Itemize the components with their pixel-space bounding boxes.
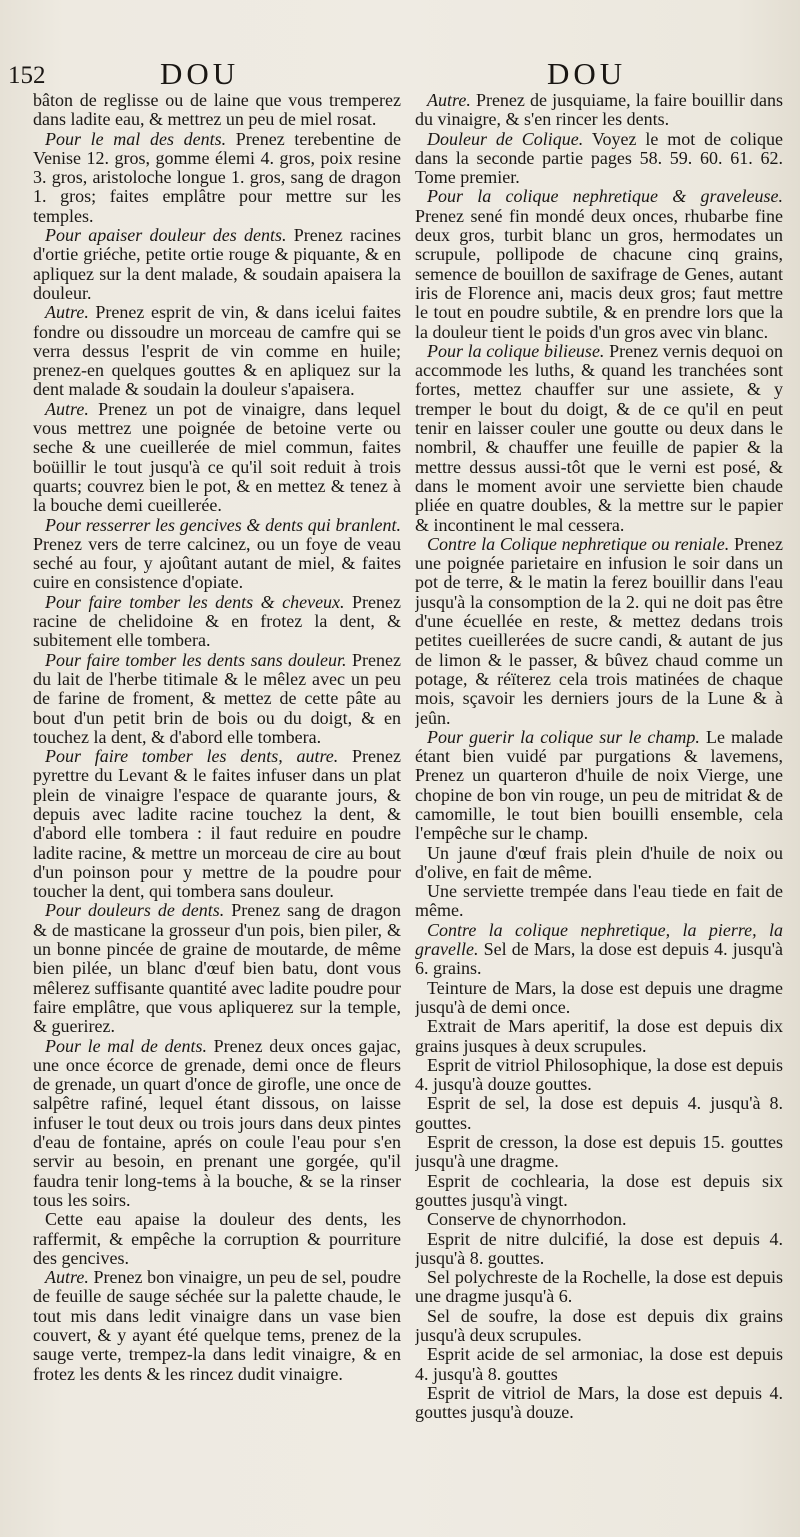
paragraph — [415, 882, 783, 921]
paragraph — [415, 187, 783, 341]
paragraph-text: Sel de soufre, la dose est depuis dix grains jusqu'à deux scrupules. — [415, 1305, 783, 1345]
paragraph — [33, 400, 401, 516]
paragraph — [33, 91, 401, 130]
paragraph-text: Esprit de sel, la dose est depuis 4. jusqu'à 8. gouttes. — [415, 1093, 783, 1133]
paragraph — [415, 979, 783, 1018]
paragraph-text: Un jaune d'œuf frais plein d'huile de noix ou d'olive, en fait de même. — [415, 842, 783, 882]
paragraph-text: Esprit de nitre dulcifié, la dose est depuis 4. jusqu'à 8. gouttes. — [415, 1228, 783, 1268]
paragraph-text: Prenez un pot de vinaigre, dans lequel vous mettrez une poignée de betoine verte ou seche & une cueillerée de miel commun, faites boüillir le tout jusqu'à ce qu'il soit reduit à trois quarts; couvrez bien le pot, & en mettez & tenez à la bouche demi cueillerée. — [33, 398, 401, 516]
running-head-right: DOU — [547, 56, 627, 91]
paragraph-heading: Pour douleurs de dents. — [45, 900, 225, 921]
paragraph — [33, 1210, 401, 1268]
paragraph — [33, 651, 401, 747]
paragraph — [415, 1345, 783, 1384]
paragraph — [415, 1094, 783, 1133]
paragraph — [415, 1172, 783, 1211]
paragraph-text: Prenez deux onces gajac, une once écorce de grenade, demi once de fleurs de grenade, un quart d'once de girofle, une once de salpêtre rafiné, lequel étant dissous, on laisse infuser le tout deux ou trois jours dans deux pintes d'eau de fontaine, aprés on coule l'eau pour s'en servir au besoin, en prenant une gorgée, qu'il faudra tenir long-tems à la bouche, & se la rinser tous les soirs. — [33, 1035, 401, 1210]
paragraph-text: Sel de Mars, la dose est depuis 4. jusqu'à 6. grains. — [415, 939, 783, 979]
paragraph — [415, 535, 783, 728]
paragraph — [415, 844, 783, 883]
running-head-left: DOU — [160, 56, 240, 91]
paragraph-heading: Pour la colique nephretique & graveleuse. — [427, 186, 783, 207]
paragraph-text: Prenez esprit de vin, & dans icelui faites fondre ou dissoudre un morceau de camfre qui se verra dessus l'esprit de vin comme en huile; prenez-en quelques gouttes & en apliquez sur la dent malade & soudain la douleur s'apaisera. — [33, 302, 401, 400]
paragraph — [415, 1268, 783, 1307]
paragraph-text: Esprit de vitriol de Mars, la dose est depuis 4. gouttes jusqu'à douze. — [415, 1382, 783, 1423]
paragraph — [33, 226, 401, 303]
paragraph-text: Une serviette trempée dans l'eau tiede en fait de même. — [415, 881, 783, 921]
paragraph-heading: Autre. — [45, 398, 89, 419]
paragraph-text: Cette eau apaise la douleur des dents, les raffermit, & empêche la corruption & pourriture des gencives. — [33, 1209, 401, 1268]
paragraph-heading: Pour faire tomber les dents sans douleur. — [45, 649, 347, 670]
paragraph-heading: Contre la Colique nephretique ou reniale. — [427, 533, 730, 554]
paragraph-text: Esprit de vitriol Philosophique, la dose est depuis 4. jusqu'à douze gouttes. — [415, 1054, 783, 1095]
paragraph — [33, 303, 401, 399]
paragraph — [415, 921, 783, 979]
paragraph-heading: Pour faire tomber les dents, autre. — [45, 746, 339, 767]
paragraph — [415, 1017, 783, 1056]
paragraph — [415, 130, 783, 188]
paragraph-text: Le malade étant bien vuidé par purgations & lavemens, Prenez un quarteron d'huile de noix Vierge, une chopine de bon vin rouge, un peu de mitridat & de camomille, le tout bien bouilli ensemble, cela l'empêche sur le champ. — [415, 726, 783, 844]
paragraph-text: Prenez sené fin mondé deux onces, rhubarbe fine deux gros, turbit blanc un gros, hermodates un scrupule, pollipode de chacune cinq grains, semence de bouillon de saxifrage de Genes, autant iris de Florence ani, macis deux gros; faut mettre le tout en poudre subtile, & en prendre lors que la la douleur tient le poids d'un gros avec vin blanc. — [415, 205, 783, 342]
paragraph-heading: Douleur de Colique. — [427, 128, 584, 149]
paragraph-text: Conserve de chynorrhodon. — [427, 1209, 627, 1230]
paragraph-heading: Contre la colique nephretique, la pierre, la gravelle. — [415, 919, 783, 960]
paragraph — [33, 747, 401, 901]
paragraph-text: Prenez vers de terre calcinez, ou un foye de veau seché au four, y ajoûtant autant de miel, & faites cuire en consistence d'opiate. — [33, 533, 401, 593]
paragraph-heading: Pour guerir la colique sur le champ. — [427, 726, 700, 747]
paragraph-heading: Autre. — [427, 91, 471, 110]
paragraph — [415, 728, 783, 844]
paragraph-heading: Pour resserrer les gencives & dents qui branlent. — [45, 514, 401, 535]
paragraph — [415, 91, 783, 130]
paragraph-text: Prenez du lait de l'herbe titimale & le mêlez avec un peu de farine de froment, & mettez de cette pâte au bout d'un petit brin de bois ou du doigt, & en touchez la dent, & d'abord elle tombera. — [33, 649, 401, 747]
paragraph — [33, 901, 401, 1036]
paragraph — [33, 593, 401, 651]
paragraph-text: bâton de reglisse ou de laine que vous tremperez dans ladite eau, & mettrez un peu de miel rosat. — [33, 91, 401, 130]
paragraph — [33, 130, 401, 226]
paragraph-text: Voyez le mot de colique dans la seconde partie pages 58. 59. 60. 61. 62. Tome premier. — [415, 128, 783, 188]
paragraph-text: Prenez terebentine de Venise 12. gros, gomme élemi 4. gros, poix resine 3. gros, aristoloche longue 1. gros, sang de dragon 1. gros; faites emplâtre pour mettre sur les temples. — [33, 128, 401, 226]
page-header — [0, 56, 800, 96]
paragraph-text: Prenez racine de chelidoine & en frotez la dent, & subitement elle tombera. — [33, 591, 401, 651]
paragraph-text: Prenez vernis dequoi on accommode les luths, & quand les tranchées sont fortes, mettez chauffer sur une assiete, & y tremper le bout du doigt, & de ce qu'il en peut tenir en laisser couler une goutte ou deux dans le nombril, & chauffer une feuille de papier & la mettre dessus aussi-tôt que le verni est posé, & dans le moment avoir une serviette bien chaude pliée en quatre doubles, & la mettre sur le papier & incontinent le mal cessera. — [415, 340, 783, 535]
paragraph-text: Esprit acide de sel armoniac, la dose est depuis 4. jusqu'à 8. gouttes — [415, 1344, 783, 1384]
paragraph-heading: Pour le mal des dents. — [45, 128, 227, 149]
paragraph — [415, 1384, 783, 1423]
paragraph — [415, 1307, 783, 1346]
paragraph-heading: Autre. — [45, 302, 89, 323]
paragraph-text: Teinture de Mars, la dose est depuis une dragme jusqu'à de demi once. — [415, 977, 783, 1017]
paragraph-heading: Pour faire tomber les dents & cheveux. — [45, 591, 345, 612]
right-column — [415, 91, 783, 1521]
paragraph-heading: Autre. — [45, 1267, 89, 1288]
paragraph-heading: Pour le mal de dents. — [45, 1035, 208, 1056]
page-number: 152 — [8, 62, 46, 89]
paragraph-text: Esprit de cresson, la dose est depuis 15. gouttes jusqu'à une dragme. — [415, 1132, 783, 1172]
left-column — [33, 91, 401, 1521]
paragraph-text: Prenez de jusquiame, la faire bouillir dans du vinaigre, & s'en rincer les dents. — [415, 91, 783, 130]
paragraph-text: Prenez bon vinaigre, un peu de sel, poudre de feuille de sauge séchée sur la palette chaude, le tout mis dans ledit vinaigre dans un vase bien couvert, & y ayant été quelque tems, prenez de la sauge verte, trempez-la dans ledit vinaigre, & en frotez les dents & les rincez dudit vinaigre. — [33, 1267, 401, 1384]
paragraph-text: Extrait de Mars aperitif, la dose est depuis dix grains jusques à deux scrupules. — [415, 1016, 783, 1056]
paragraph-heading: Pour la colique bilieuse. — [427, 340, 605, 361]
paragraph-text: Sel polychreste de la Rochelle, la dose est depuis une dragme jusqu'à 6. — [415, 1267, 783, 1307]
paragraph — [415, 1210, 783, 1229]
paragraph-text: Prenez sang de dragon & de masticane la grosseur d'un pois, bien piler, & un bonne pincée de graine de moutarde, de même bien pilée, un blanc d'œuf bien batu, dont vous mêlerez suffisante quantité avec ladite poudre pour faire emplâtre, que vous apliquerez sur la temple, & guerirez. — [33, 900, 401, 1037]
paragraph — [415, 342, 783, 535]
paragraph-heading: Pour apaiser douleur des dents. — [45, 225, 287, 246]
paragraph-text: Prenez racines d'ortie griéche, petite ortie rouge & piquante, & en apliquez sur la dent malade, & soudain apaisera la douleur. — [33, 225, 401, 303]
paragraph — [33, 1268, 401, 1384]
paragraph-text: Prenez pyrettre du Levant & le faites infuser dans un plat plein de vinaigre l'espace de quarante jours, & depuis avec ladite racine touchez la dent, & d'abord elle tombera : il faut reduire en poudre ladite racine, & mettre un morceau de cire au bout d'un poinson pour y mettre de la poudre pour toucher la dent, qui tombera sans douleur. — [33, 746, 401, 902]
paragraph — [415, 1056, 783, 1095]
paragraph-text: Prenez une poignée parietaire en infusion le soir dans un pot de terre, & le matin la ferez bouillir dans l'eau jusqu'à la consomption de la 2. qui ne doit pas être d'une écuellée en reste, & mettez dedans trois petites cueillerées de sucre candi, & autant de jus de limon & le passer, & bûvez chaud comme un potage, & réïterez cela trois matinées de chaque mois, sçavoir les derniers jours de la Lune & à jeûn. — [415, 533, 783, 728]
paragraph — [415, 1133, 783, 1172]
paragraph — [33, 1037, 401, 1211]
paragraph-text: Esprit de cochlearia, la dose est depuis six gouttes jusqu'à vingt. — [415, 1170, 783, 1210]
paragraph — [415, 1230, 783, 1269]
paragraph — [33, 516, 401, 593]
